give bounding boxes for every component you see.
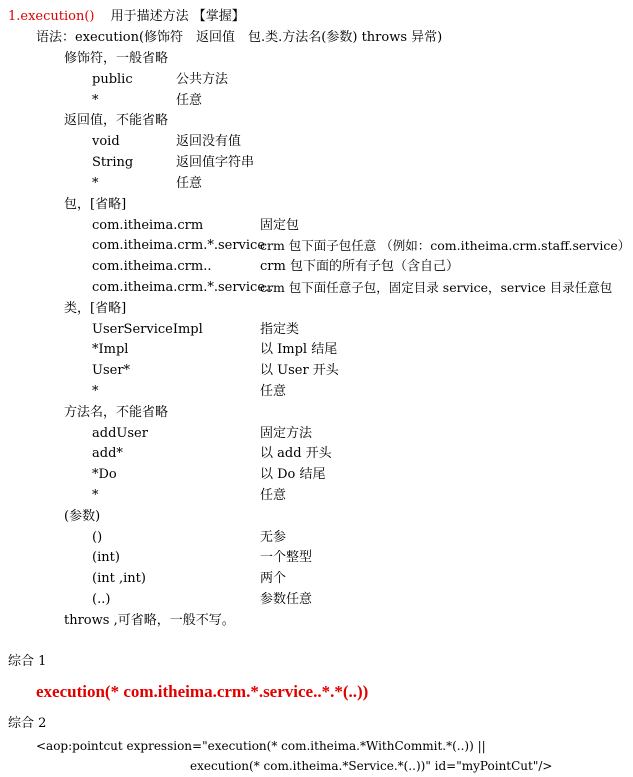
class-key: UserServiceImpl (92, 322, 203, 337)
method-val: 以 add 开头 (260, 446, 332, 461)
class-val: 指定类 (260, 322, 300, 337)
package-key: com.itheima.crm.. (92, 259, 212, 274)
method-val: 固定方法 (260, 426, 313, 441)
params-key: (..) (92, 592, 111, 607)
package-val: crm 包下面的所有子包（含自己） (260, 259, 459, 274)
params-val: 两个 (260, 571, 287, 586)
heading-marker: 1.execution() (8, 9, 95, 24)
class-key: *Impl (92, 342, 129, 357)
modifier-val: 任意 (176, 93, 203, 108)
package-key: com.itheima.crm (92, 218, 204, 233)
params-val: 参数任意 (260, 592, 313, 607)
return-key: String (92, 155, 134, 170)
return-key: * (92, 176, 99, 191)
params-key: () (92, 530, 103, 545)
modifier-val: 公共方法 (176, 72, 229, 87)
method-key: * (92, 488, 99, 503)
class-key: * (92, 384, 99, 399)
return-key: void (92, 134, 120, 149)
summary2-code-line1: <aop:pointcut expression="execution(* com.itheima.*WithCommit.*(..)) || (36, 739, 486, 753)
package-val: 固定包 (260, 218, 300, 233)
method-key: add* (92, 446, 123, 461)
package-key: com.itheima.crm.*.service (92, 238, 266, 253)
package-key: com.itheima.crm.*.service.. (92, 280, 274, 295)
return-val: 任意 (176, 176, 203, 191)
section-heading (8, 8, 245, 26)
params-val: 无参 (260, 530, 287, 545)
class-title: 类，[省略] (64, 301, 127, 316)
method-key: *Do (92, 467, 117, 482)
modifier-key: * (92, 93, 99, 108)
class-key: User* (92, 363, 131, 378)
modifier-key: public (92, 72, 133, 87)
summary1-label: 综合 1 (8, 654, 47, 669)
class-val: 任意 (260, 384, 287, 399)
package-title: 包，[省略] (64, 197, 127, 212)
method-key: addUser (92, 426, 148, 441)
heading-text: 用于描述方法 【掌握】 (110, 9, 245, 24)
params-title: (参数) (64, 509, 101, 524)
modifier-title: 修饰符，一般省略 (64, 51, 169, 66)
syntax-line: 语法：execution(修饰符 返回值 包.类.方法名(参数) throws 异常) (36, 30, 443, 45)
summary2-label: 综合 2 (8, 716, 47, 731)
params-key: (int) (92, 550, 120, 565)
summary2-code-line2: execution(* com.itheima.*Service.*(..))" id="myPointCut"/> (190, 759, 553, 773)
package-val: crm 包下面任意子包，固定目录 service，service 目录任意包 (260, 280, 613, 295)
class-val: 以 Impl 结尾 (260, 342, 338, 357)
throws-note: throws ,可省略，一般不写。 (64, 613, 235, 628)
return-title: 返回值，不能省略 (64, 113, 169, 128)
method-val: 任意 (260, 488, 287, 503)
return-val: 返回值字符串 (176, 155, 255, 170)
class-val: 以 User 开头 (260, 363, 339, 378)
method-title: 方法名，不能省略 (64, 405, 169, 420)
method-val: 以 Do 结尾 (260, 467, 326, 482)
params-key: (int ,int) (92, 571, 146, 586)
package-val: crm 包下面子包任意 （例如：com.itheima.crm.staff.service） (260, 238, 631, 253)
return-val: 返回没有值 (176, 134, 242, 149)
params-val: 一个整型 (260, 550, 313, 565)
summary1-expression: execution(* com.itheima.crm.*.service..*.*(..)) (36, 682, 369, 701)
